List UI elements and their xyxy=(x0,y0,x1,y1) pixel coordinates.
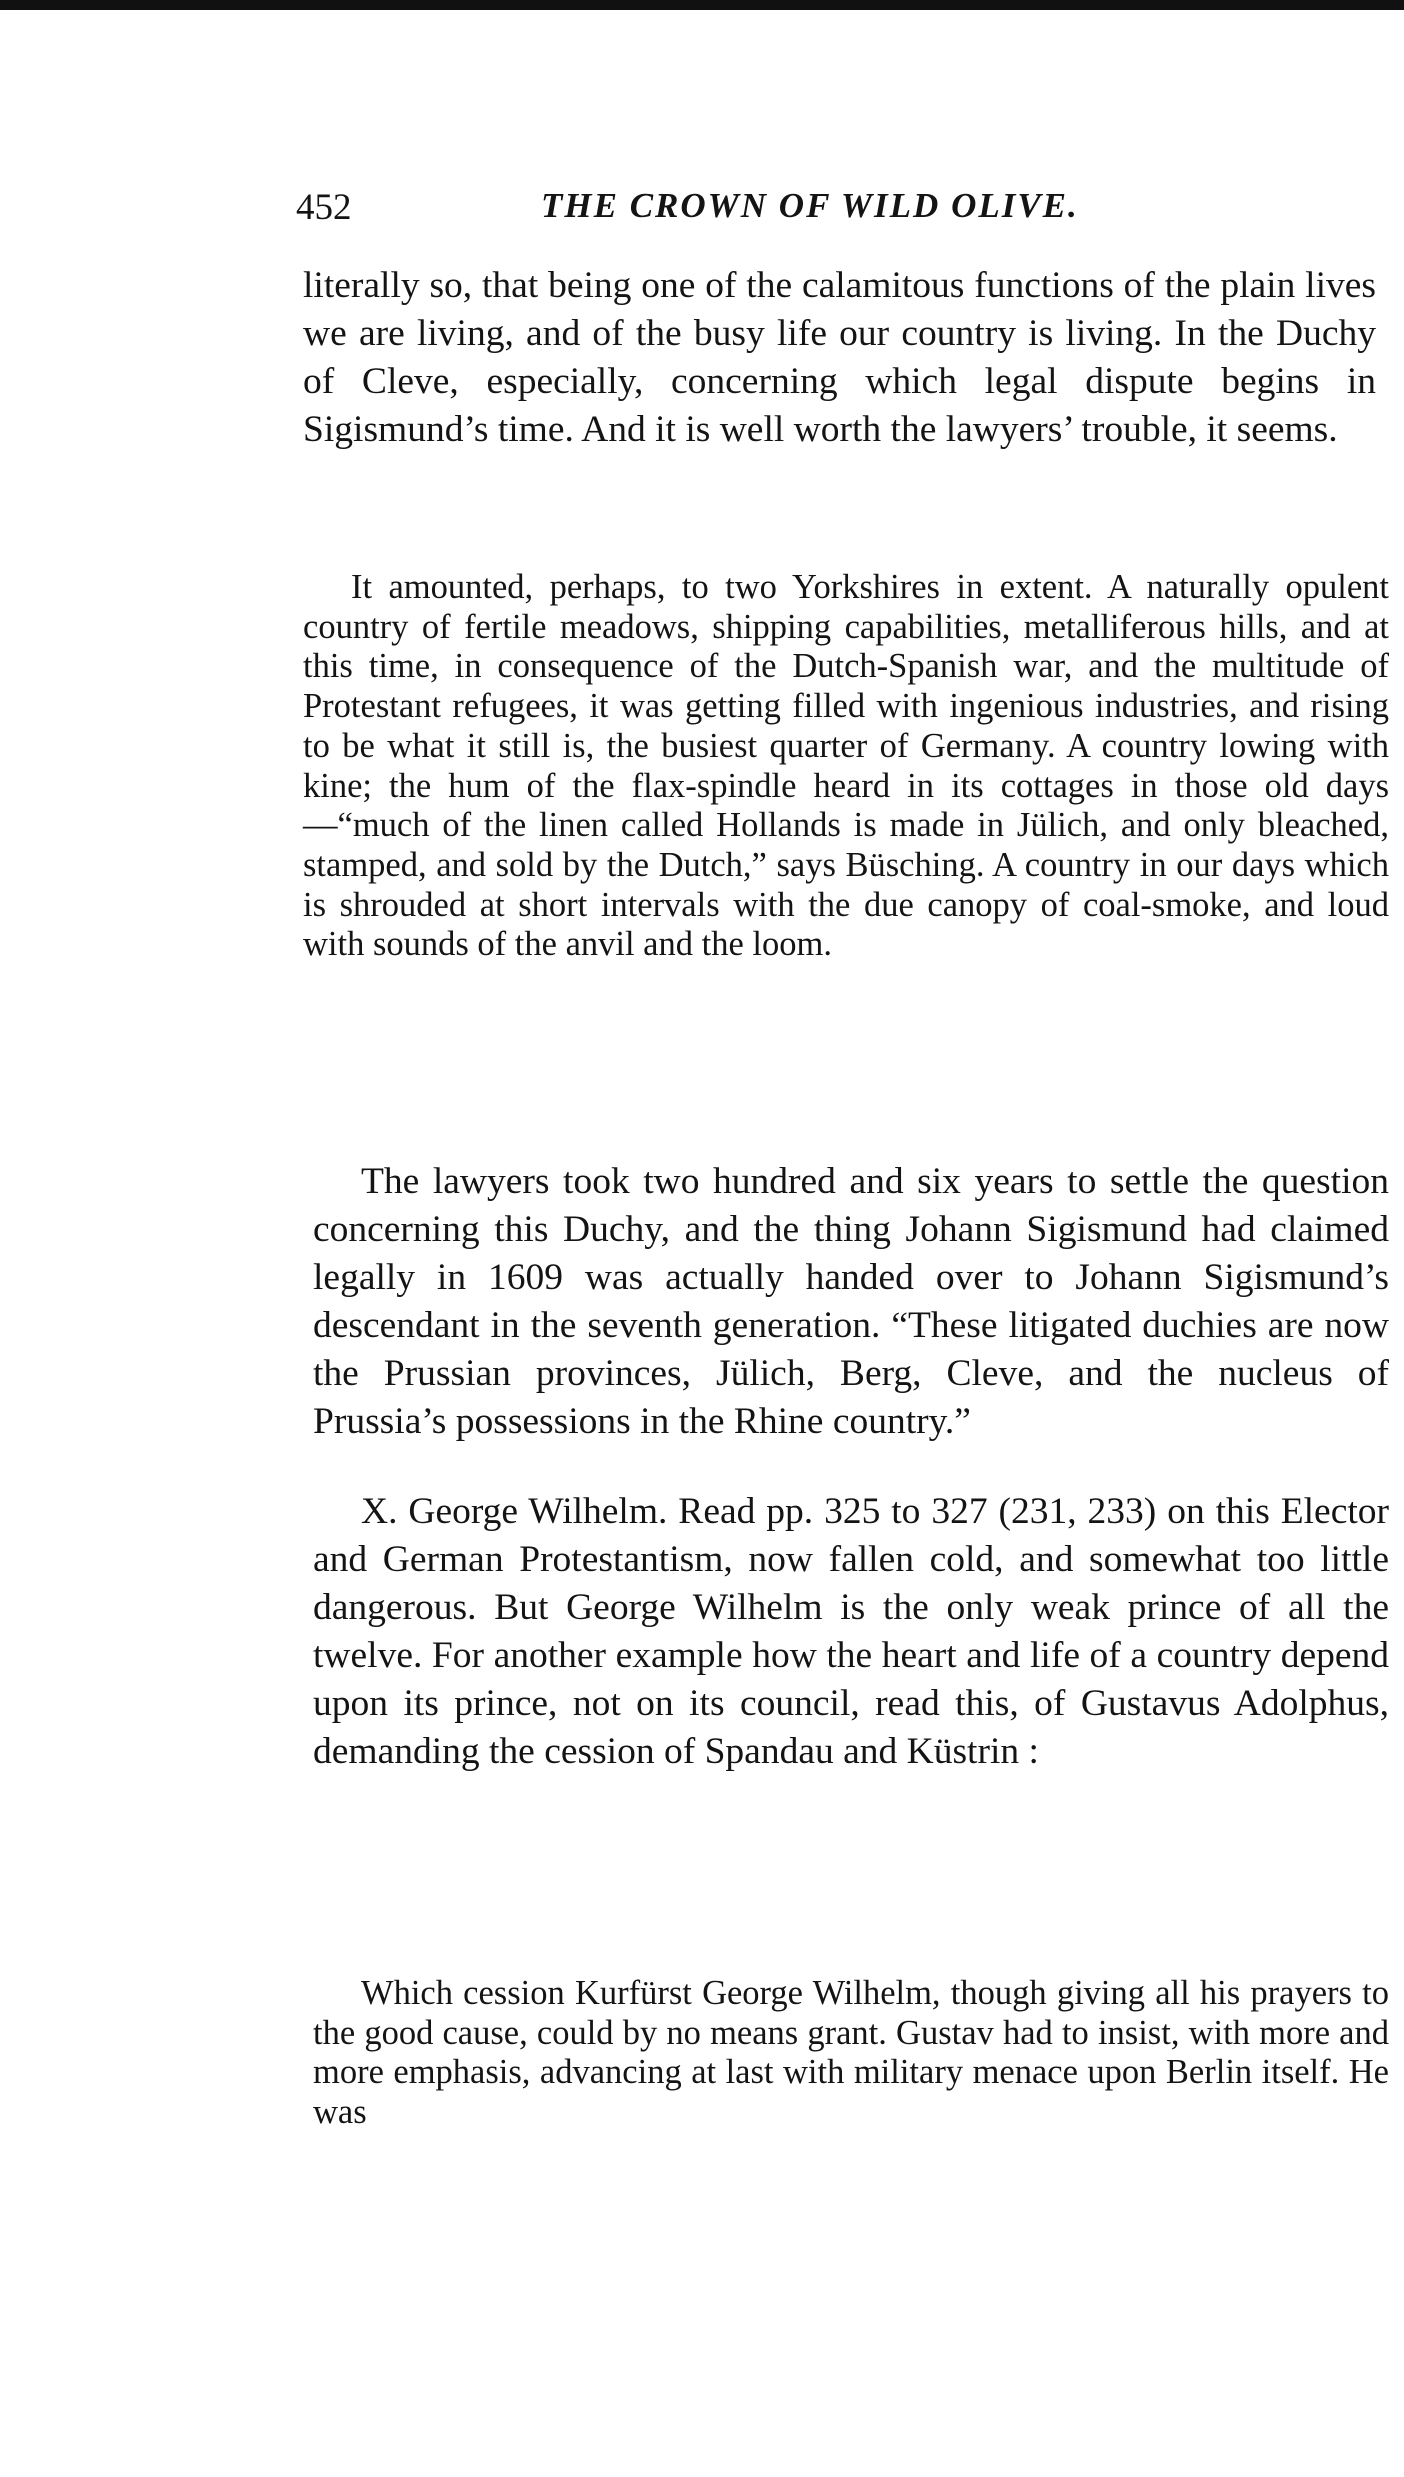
paragraph-text: Which cession Kurfürst George Wilhelm, though giving all his prayers to the good cause, could by no means grant. Gustav had to insist, with more and more emphasis, advancing at last with military menace upon Berlin itself. He was xyxy=(313,1974,1389,2132)
top-edge-rule xyxy=(0,0,1404,10)
paragraph-text: The lawyers took two hundred and six years to settle the question concerning this Duchy, and the thing Johann Sigismund had claimed legally in 1609 was actually handed over to Johann Sigismund’s descendant in the seventh generation. “These litigated duchies are now the Prussian provinces, Jülich, Berg, Cleve, and the nucleus of Prussia’s possessions in the Rhine country.” xyxy=(313,1161,1389,1442)
paragraph-george-wilhelm xyxy=(313,1488,1389,1776)
paragraph-continuation xyxy=(303,262,1376,454)
paragraph-text: literally so, that being one of the calamitous functions of the plain lives we are living, and of the busy life our country is living. In the Duchy of Cleve, especially, concerning which legal dispute begins in Sigismund’s time. And it is well worth the lawyers’ trouble, it seems. xyxy=(303,265,1376,450)
page-number: 452 xyxy=(296,187,352,228)
paragraph-lawyers xyxy=(313,1158,1389,1446)
page-header xyxy=(296,186,1386,236)
quoted-passage-cession xyxy=(313,1974,1389,2133)
paragraph-text: It amounted, perhaps, to two Yorkshires in extent. A naturally opulent country of fertile meadows, shipping capabilities, metalliferous hills, and at this time, in consequence of the Dutch-Spanish war, and the multitude of Protestant refugees, it was getting filled with ingenious industries, and rising to be what it still is, the busiest quarter of Germany. A country lowing with kine; the hum of the flax-spindle heard in its cottages in those old days—“much of the linen called Hollands is made in Jülich, and only bleached, stamped, and sold by the Dutch,” says Büsching. A country in our days which is shrouded at short intervals with the due canopy of coal-smoke, and loud with sounds of the anvil and the loom. xyxy=(303,568,1389,964)
running-title: THE CROWN OF WILD OLIVE. xyxy=(541,186,1079,225)
paragraph-text: X. George Wilhelm. Read pp. 325 to 327 (231, 233) on this Elector and German Protestantism, now fallen cold, and somewhat too little dangerous. But George Wilhelm is the only weak prince of all the twelve. For another example how the heart and life of a country depend upon its prince, not on its council, read this, of Gustavus Adolphus, demanding the cession of Spandau and Küstrin : xyxy=(313,1491,1389,1772)
quoted-passage-cleve xyxy=(303,568,1389,965)
